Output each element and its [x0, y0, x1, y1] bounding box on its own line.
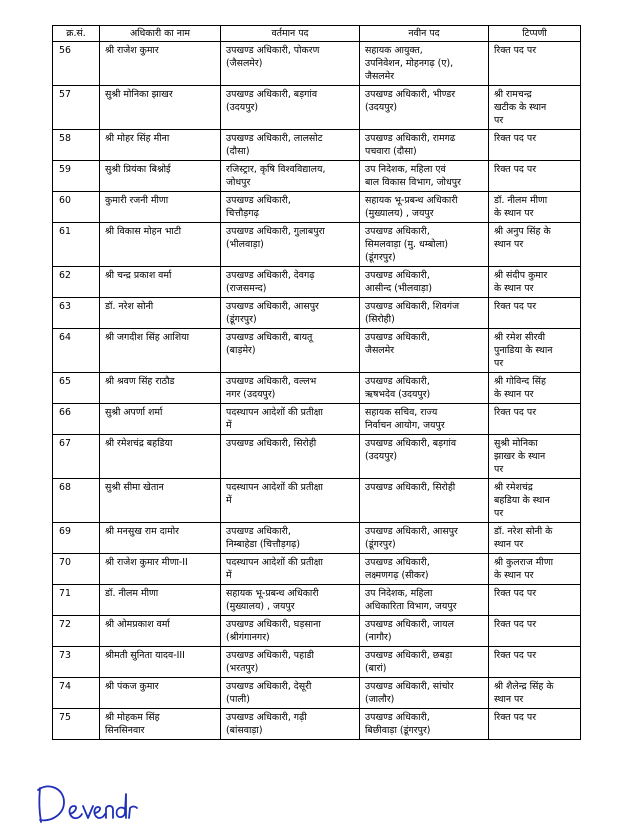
current-post-cell-line: उपखण्ड अधिकारी, गढ़ी — [226, 712, 307, 723]
remark-cell-line: डॉ. नीलम मीणा — [494, 195, 548, 206]
current-post-cell-line: उपखण्ड अधिकारी, पहाडी — [226, 650, 314, 661]
table-row — [53, 404, 581, 435]
new-post-cell-line: उपखण्ड अधिकारी, — [365, 712, 430, 723]
current-post-cell — [221, 647, 360, 678]
officer-name-cell: सुश्री सीमा खेतान — [100, 479, 221, 523]
new-post-cell-line: उपखण्ड अधिकारी, जायल — [365, 619, 454, 630]
new-post-cell-line: निर्वाचन आयोग, जयपुर — [365, 420, 445, 431]
new-post-cell — [360, 678, 489, 709]
table-row — [53, 298, 581, 329]
remark-cell — [489, 42, 581, 86]
remark-cell-line: रिक्त पद पर — [494, 650, 537, 661]
new-post-cell — [360, 435, 489, 479]
current-post-cell-line: उपखण्ड अधिकारी, देवगढ़ — [226, 270, 315, 281]
current-post-cell-line: में — [226, 420, 232, 431]
current-post-cell-line: (उदयपुर) — [226, 102, 259, 113]
header-remark: टिप्पणी — [489, 26, 581, 42]
new-post-cell-line: (मुख्यालय) , जयपुर — [365, 208, 434, 219]
header-current-post: वर्तमान पद — [221, 26, 360, 42]
remark-cell-line: रिक्त पद पर — [494, 45, 537, 56]
officer-name-cell: श्री राजेश कुमार — [100, 42, 221, 86]
remark-cell-line: रिक्त पद पर — [494, 301, 537, 312]
new-post-cell-line: उपखण्ड अधिकारी, — [365, 557, 430, 568]
remark-cell — [489, 523, 581, 554]
current-post-cell-line: (बांसवाड़ा) — [226, 725, 263, 736]
table-header-row — [53, 26, 581, 42]
remark-cell — [489, 616, 581, 647]
table-row — [53, 329, 581, 373]
current-post-cell — [221, 223, 360, 267]
new-post-cell-line: आसीन्द (भीलवाड़ा) — [365, 283, 432, 294]
remark-cell-line: बहडिया के स्थान — [494, 495, 550, 506]
new-post-cell-line: (उदयपुर) — [365, 102, 398, 113]
officer-name-cell: श्री श्रवण सिंह राठौड — [100, 373, 221, 404]
current-post-cell-line: जोधपुर — [226, 177, 251, 188]
remark-cell-line: श्री गोविन्द सिंह — [494, 376, 546, 387]
remark-cell — [489, 554, 581, 585]
current-post-cell — [221, 404, 360, 435]
officer-name-cell: श्री जगदीश सिंह आशिया — [100, 329, 221, 373]
new-post-cell — [360, 709, 489, 740]
serial-number-cell: 64 — [53, 329, 100, 373]
serial-number-cell: 67 — [53, 435, 100, 479]
officer-name-cell: सुश्री अपर्णा शर्मा — [100, 404, 221, 435]
remark-cell — [489, 267, 581, 298]
current-post-cell-line: उपखण्ड अधिकारी, बायतू — [226, 332, 313, 343]
current-post-cell-line: (दौसा) — [226, 146, 250, 157]
new-post-cell-line: सिमलवाड़ा (मु. धम्बोला) — [365, 239, 449, 250]
remark-cell-line: श्री संदीप कुमार — [494, 270, 548, 281]
remark-cell-line: श्री शैलेन्द्र सिंह के — [494, 681, 554, 692]
officer-name-cell: श्री मोहर सिंह मीना — [100, 130, 221, 161]
current-post-cell-line: उपखण्ड अधिकारी, — [226, 195, 291, 206]
serial-number-cell: 69 — [53, 523, 100, 554]
new-post-cell-line: उपखण्ड अधिकारी, सांचोर — [365, 681, 454, 692]
new-post-cell-line: उपखण्ड अधिकारी, बड़गांव — [365, 438, 457, 449]
remark-cell — [489, 585, 581, 616]
current-post-cell-line: (पाली) — [226, 694, 250, 705]
current-post-cell — [221, 678, 360, 709]
current-post-cell — [221, 616, 360, 647]
officer-name-cell: श्री चन्द्र प्रकाश वर्मा — [100, 267, 221, 298]
remark-cell — [489, 223, 581, 267]
remark-cell-line: स्थान पर — [494, 694, 524, 705]
new-post-cell — [360, 298, 489, 329]
current-post-cell — [221, 709, 360, 740]
table-row — [53, 709, 581, 740]
remark-cell — [489, 678, 581, 709]
officer-name-cell: श्रीमती सुनिता यादव-III — [100, 647, 221, 678]
serial-number-cell: 65 — [53, 373, 100, 404]
current-post-cell — [221, 267, 360, 298]
current-post-cell-line: उपखण्ड अधिकारी, देसूरी — [226, 681, 312, 692]
remark-cell-line: के स्थान पर — [494, 208, 534, 219]
serial-number-cell: 70 — [53, 554, 100, 585]
new-post-cell-line: (जालौर) — [365, 694, 395, 705]
current-post-cell — [221, 329, 360, 373]
remark-cell — [489, 435, 581, 479]
new-post-cell — [360, 223, 489, 267]
new-post-cell-line: उप निदेशक, महिला — [365, 588, 433, 599]
serial-number-cell: 68 — [53, 479, 100, 523]
current-post-cell-line: (भीलवाड़ा) — [226, 239, 264, 250]
officer-name-cell: श्री मनसुख राम दामोर — [100, 523, 221, 554]
table-row — [53, 616, 581, 647]
table-row — [53, 678, 581, 709]
serial-number-cell: 57 — [53, 86, 100, 130]
serial-number-cell: 75 — [53, 709, 100, 740]
remark-cell — [489, 479, 581, 523]
table-row — [53, 435, 581, 479]
current-post-cell — [221, 479, 360, 523]
new-post-cell — [360, 647, 489, 678]
serial-number-cell: 60 — [53, 192, 100, 223]
current-post-cell-line: चित्तौड़गढ़ — [226, 208, 259, 219]
serial-number-cell: 72 — [53, 616, 100, 647]
new-post-cell — [360, 404, 489, 435]
current-post-cell — [221, 298, 360, 329]
officer-name-cell: सुश्री मोनिका झाखर — [100, 86, 221, 130]
current-post-cell-line: (जैसलमेर) — [226, 58, 263, 69]
new-post-cell-line: सहायक आयुक्त, — [365, 45, 423, 56]
table-row — [53, 267, 581, 298]
transfer-order-table — [52, 25, 581, 740]
new-post-cell — [360, 42, 489, 86]
current-post-cell-line: उपखण्ड अधिकारी, वल्लभ — [226, 376, 317, 387]
remark-cell-line: रिक्त पद पर — [494, 164, 537, 175]
table-row — [53, 554, 581, 585]
remark-cell-line: रिक्त पद पर — [494, 588, 537, 599]
remark-cell-line: खटीक के स्थान — [494, 102, 547, 113]
current-post-cell — [221, 373, 360, 404]
new-post-cell — [360, 86, 489, 130]
remark-cell-line: पर — [494, 115, 504, 126]
new-post-cell-line: उपखण्ड अधिकारी, — [365, 332, 430, 343]
new-post-cell-line: बाल विकास विभाग, जोधपुर — [365, 177, 461, 188]
officer-name-cell: श्री ओमप्रकाश वर्मा — [100, 616, 221, 647]
officer-name-cell: डॉ. नरेश सोनी — [100, 298, 221, 329]
new-post-cell-line: उपखण्ड अधिकारी, शिवगंज — [365, 301, 460, 312]
current-post-cell-line: उपखण्ड अधिकारी, बड़गांव — [226, 89, 318, 100]
current-post-cell-line: रजिस्ट्रार, कृषि विश्वविद्यालय, — [226, 164, 326, 175]
new-post-cell — [360, 130, 489, 161]
current-post-cell-line: (डूंगरपुर) — [226, 314, 257, 325]
remark-cell-line: रिक्त पद पर — [494, 619, 537, 630]
new-post-cell-line: जैसलमेर — [365, 345, 395, 356]
table-row — [53, 223, 581, 267]
serial-number-cell: 73 — [53, 647, 100, 678]
new-post-cell-line: जैसलमेर — [365, 71, 395, 82]
current-post-cell-line: नगर (उदयपुर) — [226, 389, 276, 400]
table-row — [53, 373, 581, 404]
remark-cell-line: सुश्री मोनिका — [494, 438, 538, 449]
serial-number-cell: 74 — [53, 678, 100, 709]
remark-cell-line: पर — [494, 464, 504, 475]
current-post-cell-line: पदस्थापन आदेशों की प्रतीक्षा — [226, 482, 323, 493]
current-post-cell-line: में — [226, 495, 232, 506]
new-post-cell-line: अधिकारिता विभाग, जयपुर — [365, 601, 457, 612]
remark-cell-line: श्री रामचन्द्र — [494, 89, 532, 100]
remark-cell-line: के स्थान पर — [494, 570, 534, 581]
remark-cell — [489, 647, 581, 678]
remark-cell-line: के स्थान पर — [494, 283, 534, 294]
new-post-cell-line: उपखण्ड अधिकारी, — [365, 270, 430, 281]
new-post-cell — [360, 479, 489, 523]
serial-number-cell: 56 — [53, 42, 100, 86]
current-post-cell-line: उपखण्ड अधिकारी, — [226, 526, 291, 537]
new-post-cell-line: लक्ष्मणगढ़ (सीकर) — [365, 570, 429, 581]
new-post-cell-line: उपखण्ड अधिकारी, — [365, 376, 430, 387]
current-post-cell — [221, 192, 360, 223]
new-post-cell-line: ऋषभदेव (उदयपुर) — [365, 389, 431, 400]
remark-cell-line: श्री रमेश सीरवी — [494, 332, 546, 343]
serial-number-cell: 58 — [53, 130, 100, 161]
table-row — [53, 130, 581, 161]
new-post-cell — [360, 523, 489, 554]
new-post-cell-line: उपखण्ड अधिकारी, भीण्डर — [365, 89, 456, 100]
serial-number-cell: 66 — [53, 404, 100, 435]
current-post-cell-line: (मुख्यालय) , जयपुर — [226, 601, 295, 612]
remark-cell-line: रिक्त पद पर — [494, 407, 537, 418]
handwritten-signature — [34, 780, 144, 828]
new-post-cell-line: (बारां) — [365, 663, 387, 674]
current-post-cell-line: उपखण्ड अधिकारी, लालसोट — [226, 133, 323, 144]
remark-cell — [489, 298, 581, 329]
remark-cell-line: पुनाडिया के स्थान — [494, 345, 553, 356]
current-post-cell — [221, 86, 360, 130]
current-post-cell-line: उपखण्ड अधिकारी, घड़साना — [226, 619, 321, 630]
current-post-cell — [221, 435, 360, 479]
officer-name-cell: श्री विकास मोहन भाटी — [100, 223, 221, 267]
current-post-cell — [221, 585, 360, 616]
new-post-cell — [360, 329, 489, 373]
remark-cell-line: श्री अनुप सिंह के — [494, 226, 551, 237]
new-post-cell-line: (डूंगरपुर) — [365, 252, 396, 263]
new-post-cell-line: सहायक भू-प्रबन्ध अधिकारी — [365, 195, 458, 206]
remark-cell — [489, 709, 581, 740]
new-post-cell — [360, 373, 489, 404]
current-post-cell-line: सहायक भू-प्रबन्ध अधिकारी — [226, 588, 319, 599]
remark-cell-line: स्थान पर — [494, 239, 524, 250]
remark-cell — [489, 373, 581, 404]
officer-name-cell: डॉ. नीलम मीणा — [100, 585, 221, 616]
new-post-cell-line: उप निदेशक, महिला एवं — [365, 164, 446, 175]
new-post-cell — [360, 616, 489, 647]
table-row — [53, 647, 581, 678]
current-post-cell-line: (राजसमन्द) — [226, 283, 267, 294]
officer-name-cell: सुश्री प्रियंका बिश्नोई — [100, 161, 221, 192]
new-post-cell-line: (उदयपुर) — [365, 451, 398, 462]
new-post-cell — [360, 192, 489, 223]
serial-number-cell: 71 — [53, 585, 100, 616]
current-post-cell-line: में — [226, 570, 232, 581]
new-post-cell — [360, 554, 489, 585]
remark-cell-line: डॉ. नरेश सोनी के — [494, 526, 553, 537]
table-row — [53, 523, 581, 554]
current-post-cell — [221, 42, 360, 86]
new-post-cell-line: (सिरोही) — [365, 314, 395, 325]
new-post-cell-line: उपखण्ड अधिकारी, रामगढ — [365, 133, 456, 144]
current-post-cell-line: (श्रीगंगानगर) — [226, 632, 270, 643]
serial-number-cell: 62 — [53, 267, 100, 298]
header-officer-name: अधिकारी का नाम — [100, 26, 221, 42]
current-post-cell — [221, 130, 360, 161]
table-row — [53, 161, 581, 192]
table-row — [53, 585, 581, 616]
new-post-cell-line: उपखण्ड अधिकारी, आसपुर — [365, 526, 458, 537]
new-post-cell — [360, 161, 489, 192]
table-body — [53, 42, 581, 740]
officer-name-cell: श्री रमेशचंद्र बहडिया — [100, 435, 221, 479]
remark-cell — [489, 161, 581, 192]
new-post-cell-line: बिछीवाड़ा (डूंगरपुर) — [365, 725, 431, 736]
new-post-cell-line: उपखण्ड अधिकारी, सिरोही — [365, 482, 456, 493]
remark-cell-line: श्री कुलराज मीणा — [494, 557, 554, 568]
current-post-cell-line: निम्बाहेडा (चित्तौड़गढ़) — [226, 539, 301, 550]
remark-cell-line: झाखर के स्थान — [494, 451, 546, 462]
current-post-cell-line: उपखण्ड अधिकारी, सिरोही — [226, 438, 317, 449]
new-post-cell-line: (नागौर) — [365, 632, 392, 643]
new-post-cell — [360, 267, 489, 298]
current-post-cell — [221, 554, 360, 585]
current-post-cell-line: (बाड़मेर) — [226, 345, 256, 356]
officer-name-cell: श्री राजेश कुमार मीणा-II — [100, 554, 221, 585]
current-post-cell-line: (भरतपुर) — [226, 663, 259, 674]
remark-cell-line: पर — [494, 358, 504, 369]
remark-cell-line: पर — [494, 508, 504, 519]
new-post-cell-line: पचवारा (दौसा) — [365, 146, 417, 157]
remark-cell — [489, 130, 581, 161]
new-post-cell-line: (डूंगरपुर) — [365, 539, 396, 550]
officer-name-cell: श्री मोहकम सिंह सिनसिनवार — [100, 709, 221, 740]
current-post-cell-line: उपखण्ड अधिकारी, गुलाबपुरा — [226, 226, 325, 237]
table-row — [53, 192, 581, 223]
remark-cell — [489, 329, 581, 373]
new-post-cell-line: उपखण्ड अधिकारी, — [365, 226, 430, 237]
officer-name-cell: श्री पंकज कुमार — [100, 678, 221, 709]
current-post-cell-line: पदस्थापन आदेशों की प्रतीक्षा — [226, 407, 323, 418]
serial-number-cell: 61 — [53, 223, 100, 267]
remark-cell-line: श्री रमेशचंद्र — [494, 482, 533, 493]
header-new-post: नवीन पद — [360, 26, 489, 42]
new-post-cell-line: सहायक सचिव, राज्य — [365, 407, 438, 418]
current-post-cell — [221, 161, 360, 192]
current-post-cell-line: उपखण्ड अधिकारी, पोकरण — [226, 45, 320, 56]
table-row — [53, 42, 581, 86]
table-row — [53, 86, 581, 130]
header-serial-number: क्र.सं. — [53, 26, 100, 42]
remark-cell-line: स्थान पर — [494, 539, 524, 550]
serial-number-cell: 63 — [53, 298, 100, 329]
current-post-cell-line: उपखण्ड अधिकारी, आसपुर — [226, 301, 319, 312]
new-post-cell-line: उपनिवेशन, मोहनगढ़ (ए), — [365, 58, 454, 69]
remark-cell — [489, 404, 581, 435]
current-post-cell-line: पदस्थापन आदेशों की प्रतीक्षा — [226, 557, 323, 568]
remark-cell — [489, 192, 581, 223]
remark-cell-line: के स्थान पर — [494, 389, 534, 400]
table-row — [53, 479, 581, 523]
officer-name-cell: कुमारी रजनी मीणा — [100, 192, 221, 223]
serial-number-cell: 59 — [53, 161, 100, 192]
new-post-cell-line: उपखण्ड अधिकारी, छबड़ा — [365, 650, 453, 661]
new-post-cell — [360, 585, 489, 616]
current-post-cell — [221, 523, 360, 554]
remark-cell-line: रिक्त पद पर — [494, 133, 537, 144]
remark-cell — [489, 86, 581, 130]
remark-cell-line: रिक्त पद पर — [494, 712, 537, 723]
